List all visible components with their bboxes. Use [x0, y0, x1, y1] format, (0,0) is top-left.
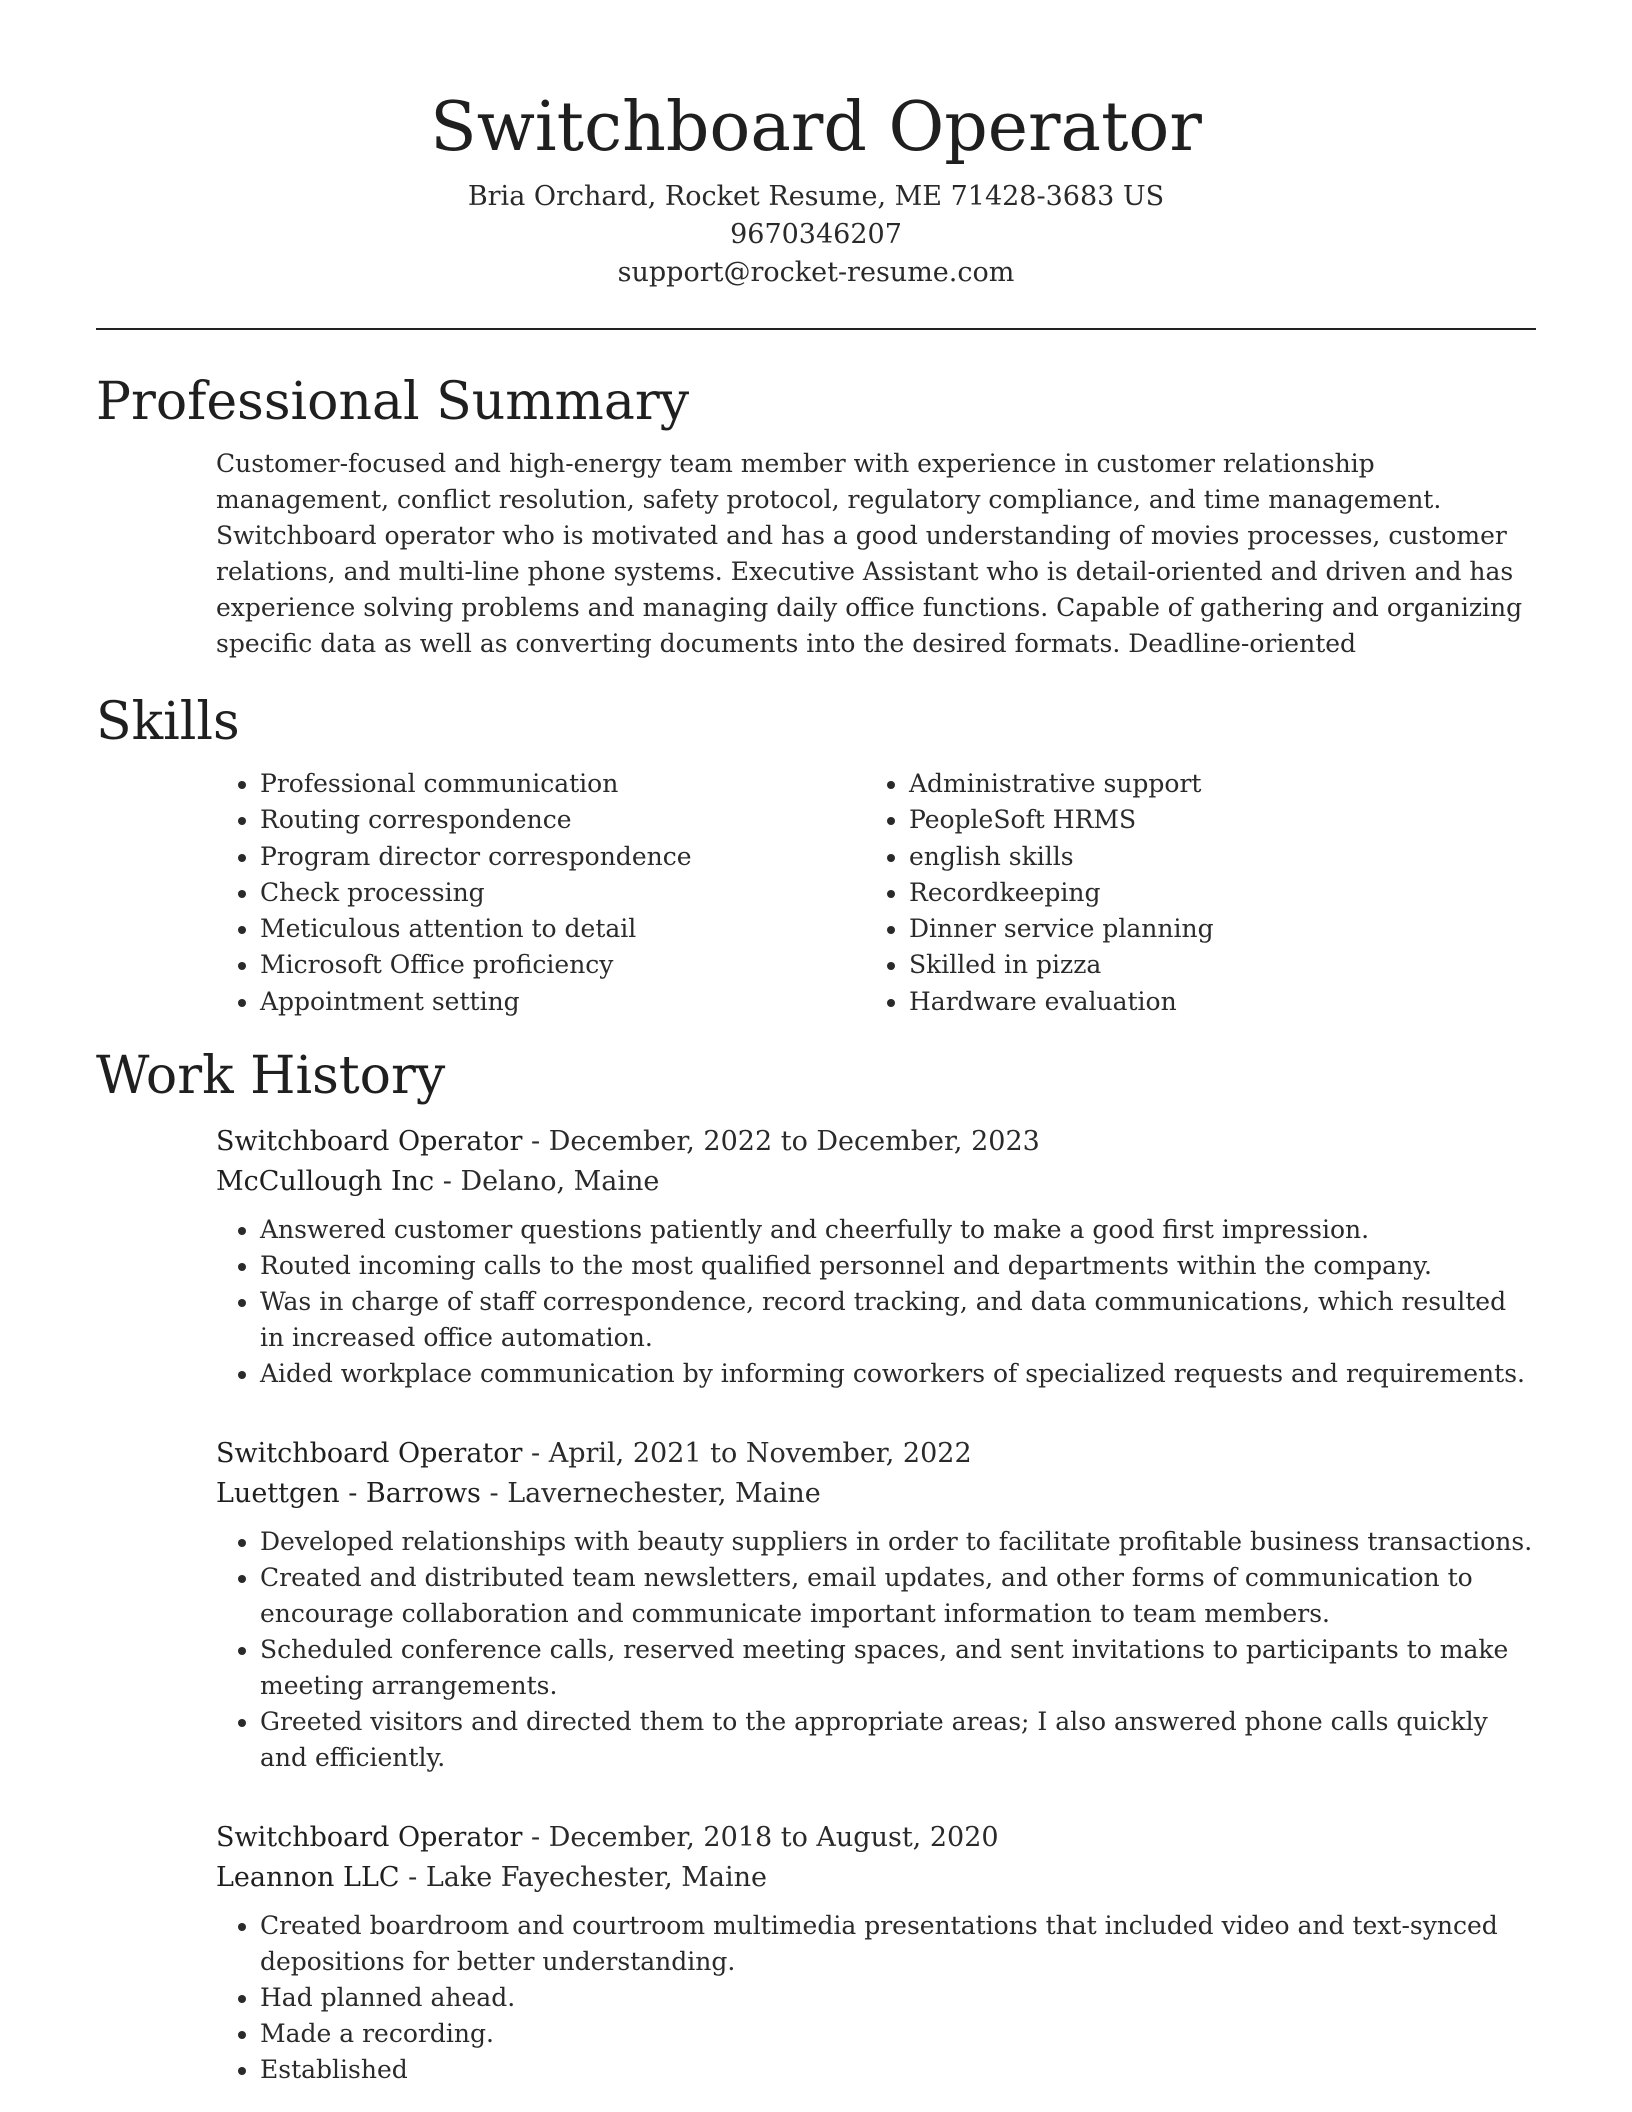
job-title-line	[216, 1122, 1536, 1162]
skill-item: • Professional communication	[260, 766, 865, 802]
section-title-skills: Skills	[96, 692, 240, 752]
job-bullet: • Was in charge of staff correspondence, record tracking, and data communications, which resulted in increased office automation.	[260, 1284, 1536, 1356]
job-dates: - December, 2022 to December, 2023	[522, 1126, 1040, 1158]
job-entry	[216, 1818, 1536, 2088]
job-bullets	[216, 1212, 1536, 1392]
skills-column-right	[865, 766, 1514, 1020]
skill-item: • Recordkeeping	[909, 875, 1514, 911]
skills-grid	[216, 766, 1536, 1020]
job-title-line	[216, 1818, 1536, 1858]
candidate-title: Switchboard Operator	[430, 88, 1202, 167]
job-dates: - April, 2021 to November, 2022	[522, 1438, 972, 1470]
job-dates: - December, 2018 to August, 2020	[522, 1822, 999, 1854]
job-bullet: • Established	[260, 2052, 1536, 2088]
resume-page	[96, 0, 1536, 2088]
contact-phone: 9670346207	[730, 219, 902, 250]
job-bullets	[216, 1524, 1536, 1776]
job-title: Switchboard Operator	[216, 1438, 523, 1470]
skill-item: • english skills	[909, 839, 1514, 875]
header-divider	[96, 328, 1536, 330]
skill-item: • Program director correspondence	[260, 839, 865, 875]
job-bullet: • Answered customer questions patiently and cheerfully to make a good first impression.	[260, 1212, 1536, 1248]
skills-column-left	[216, 766, 865, 1020]
job-location: - Lake Fayechester, Maine	[399, 1862, 768, 1894]
job-location: - Delano, Maine	[434, 1166, 660, 1198]
skills-section	[96, 690, 1536, 1020]
summary-text: Customer-focused and high-energy team member with experience in customer relationship management, conflict resolution, safety protocol, regulatory compliance, and time management. Switchboard operator who is motivated and has a good understanding of movies processes, customer relations, and multi-line phone systems. Executive Assistant who is detail-oriented and driven and has experience solving problems and managing daily office functions. Capable of gathering and organizing specific data as well as converting documents into the desired formats. Deadline-oriented	[216, 449, 1523, 658]
contact-address: Bria Orchard, Rocket Resume, ME 71428-3683 US	[467, 181, 1165, 212]
job-bullet: • Developed relationships with beauty suppliers in order to facilitate profitable business transactions.	[260, 1524, 1536, 1560]
job-entry	[216, 1122, 1536, 1392]
skill-item: • Dinner service planning	[909, 911, 1514, 947]
job-bullet: • Created boardroom and courtroom multimedia presentations that included video and text-synced depositions for better understanding.	[260, 1908, 1536, 1980]
section-title-work-history: Work History	[96, 1046, 446, 1107]
contact-email: support@rocket-resume.com	[617, 257, 1015, 288]
skill-item: • Microsoft Office proficiency	[260, 947, 865, 983]
job-title: Switchboard Operator	[216, 1126, 523, 1158]
job-bullet: • Aided workplace communication by informing coworkers of specialized requests and requirements.	[260, 1356, 1536, 1392]
job-bullet: • Made a recording.	[260, 2016, 1536, 2052]
skill-item: • Skilled in pizza	[909, 947, 1514, 983]
work-history-section	[96, 1044, 1536, 2088]
job-bullet: • Routed incoming calls to the most qualified personnel and departments within the company.	[260, 1248, 1536, 1284]
skill-item: • Check processing	[260, 875, 865, 911]
job-company-line	[216, 1162, 1536, 1202]
job-location: - Lavernechester, Maine	[480, 1478, 821, 1510]
job-bullets	[216, 1908, 1536, 2088]
skill-item: • PeopleSoft HRMS	[909, 802, 1514, 838]
job-company-line	[216, 1858, 1536, 1898]
job-company: Luettgen - Barrows	[216, 1478, 481, 1510]
professional-summary-section	[96, 370, 1536, 662]
skill-item: • Appointment setting	[260, 984, 865, 1020]
job-title-line	[216, 1434, 1536, 1474]
job-bullet: • Created and distributed team newsletters, email updates, and other forms of communication to encourage collaboration and communicate important information to team members.	[260, 1560, 1536, 1632]
skill-item: • Routing correspondence	[260, 802, 865, 838]
skill-item: • Administrative support	[909, 766, 1514, 802]
job-title: Switchboard Operator	[216, 1822, 523, 1854]
job-bullet: • Scheduled conference calls, reserved meeting spaces, and sent invitations to participants to make meeting arrangements.	[260, 1632, 1536, 1704]
skill-item: • Hardware evaluation	[909, 984, 1514, 1020]
skill-item: • Meticulous attention to detail	[260, 911, 865, 947]
job-company: Leannon LLC	[216, 1862, 400, 1894]
job-bullet: • Had planned ahead.	[260, 1980, 1536, 2016]
job-entry	[216, 1434, 1536, 1776]
job-bullet: • Greeted visitors and directed them to the appropriate areas; I also answered phone calls quickly and efficiently.	[260, 1704, 1536, 1776]
resume-header	[96, 0, 1536, 292]
job-company: McCullough Inc	[216, 1166, 435, 1198]
contact-block	[96, 178, 1536, 292]
job-company-line	[216, 1474, 1536, 1514]
section-title-summary: Professional Summary	[96, 372, 690, 432]
